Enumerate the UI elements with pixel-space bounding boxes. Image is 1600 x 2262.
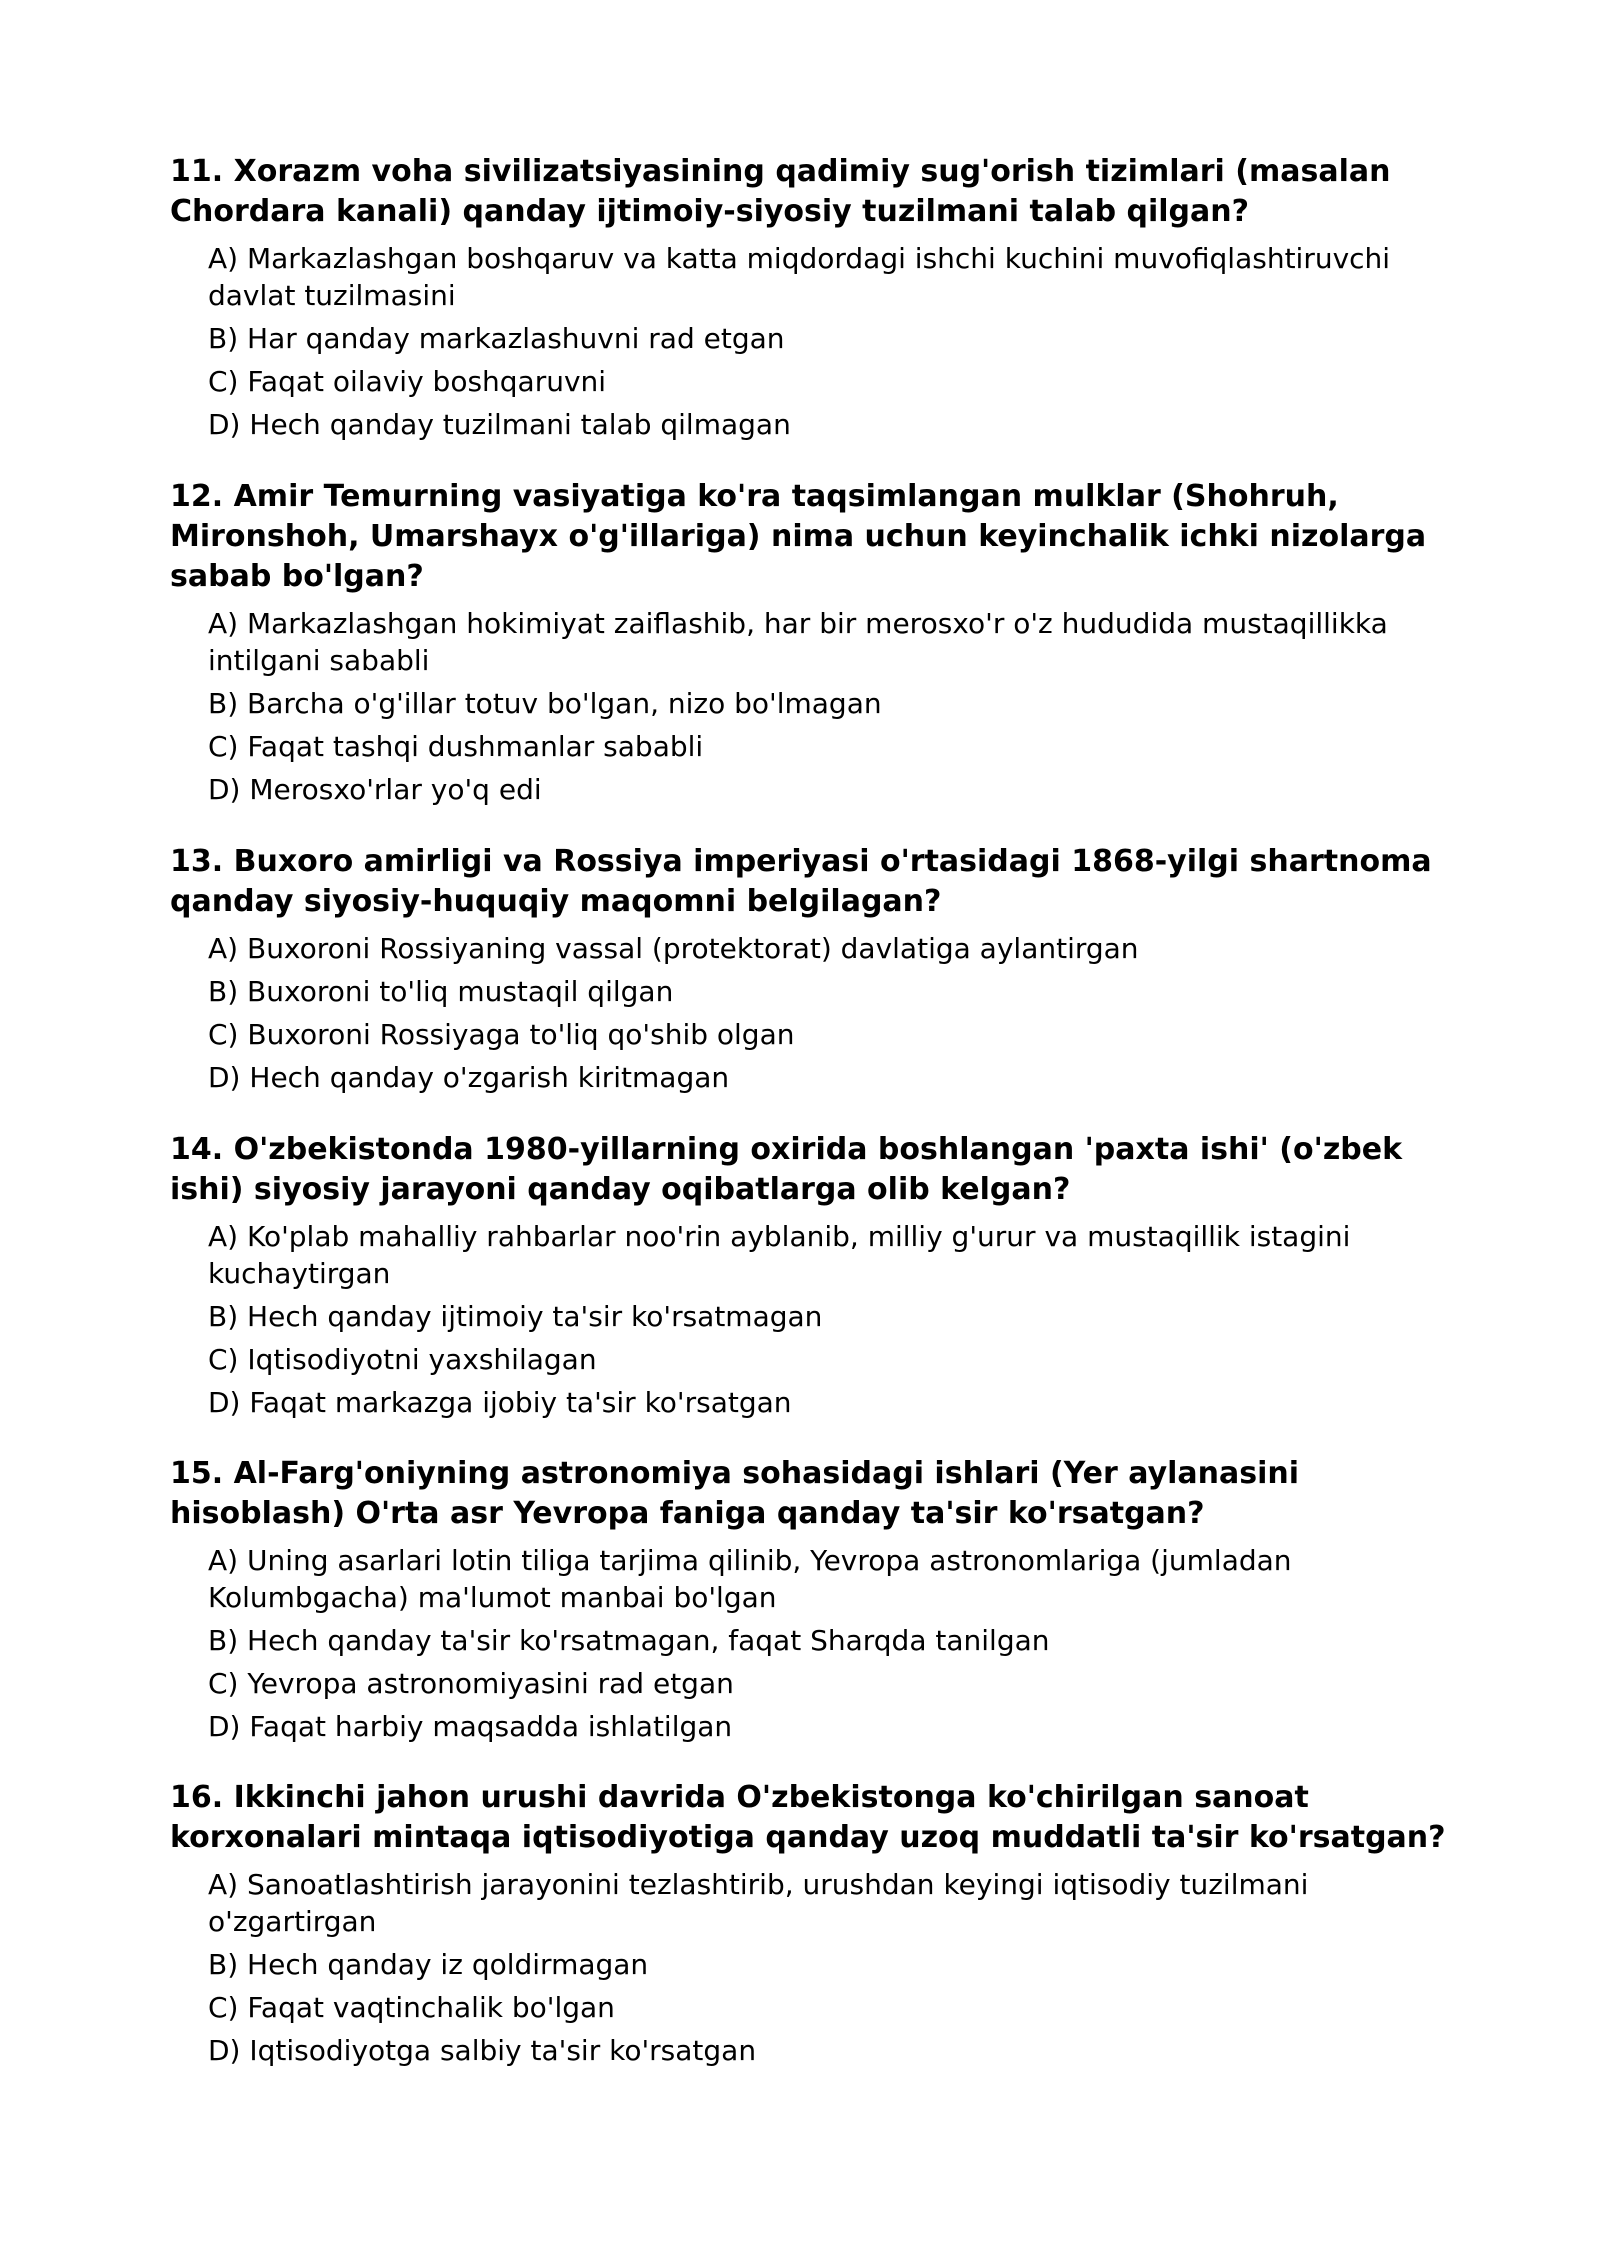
option-d: D) Merosxo'rlar yo'q edi [208,773,542,806]
answer-options [208,605,1470,808]
question-text: 15. Al-Farg'oniyning astronomiya sohasidagi ishlari (Yer aylanasini hisoblash) O'rta asr Yevropa faniga qanday ta'sir ko'rsatgan? [170,1456,1300,1531]
option-d: D) Hech qanday tuzilmani talab qilmagan [208,408,791,441]
question-text: 16. Ikkinchi jahon urushi davrida O'zbekistonga ko'chirilgan sanoat korxonalari mintaqa iqtisodiyotiga qanday uzoq muddatli ta'sir ko'rsatgan? [170,1780,1446,1855]
option-d: D) Iqtisodiyotga salbiy ta'sir ko'rsatgan [208,2034,757,2067]
question-text: 12. Amir Temurning vasiyatiga ko'ra taqsimlangan mulklar (Shohruh, Mironshoh, Umarshayx o'g'illariga) nima uchun keyinchalik ichki nizolarga sabab bo'lgan? [170,479,1427,594]
option-d: D) Faqat markazga ijobiy ta'sir ko'rsatgan [208,1386,792,1419]
option-a: A) Uning asarlari lotin tiliga tarjima qilinib, Yevropa astronomlariga (jumladan Kolumbgacha) ma'lumot manbai bo'lgan [208,1544,1292,1614]
question-text: 11. Xorazm voha sivilizatsiyasining qadimiy sug'orish tizimlari (masalan Chordara kanali) qanday ijtimoiy-siyosiy tuzilmani talab qilgan? [170,154,1391,229]
question-13 [170,842,1470,1102]
question-16 [170,1778,1470,2075]
question-15 [170,1454,1470,1751]
option-a: A) Markazlashgan boshqaruv va katta miqdordagi ishchi kuchini muvofiqlashtiruvchi davlat tuzilmasini [208,242,1391,312]
question-text: 14. O'zbekistonda 1980-yillarning oxirida boshlangan 'paxta ishi' (o'zbek ishi) siyosiy jarayoni qanday oqibatlarga olib kelgan? [170,1132,1403,1207]
option-c: C) Faqat oilaviy boshqaruvni [208,365,607,398]
answer-options [208,1542,1470,1745]
option-a: A) Sanoatlashtirish jarayonini tezlashtirib, urushdan keyingi iqtisodiy tuzilmani o'zgartirgan [208,1868,1309,1938]
option-a: A) Markazlashgan hokimiyat zaiflashib, har bir merosxo'r o'z hududida mustaqillikka intilgani sababli [208,607,1388,677]
option-a: A) Ko'plab mahalliy rahbarlar noo'rin ayblanib, milliy g'urur va mustaqillik istagini kuchaytirgan [208,1220,1351,1290]
answer-options [208,240,1470,443]
answer-options [208,930,1470,1096]
option-b: B) Hech qanday iz qoldirmagan [208,1948,649,1981]
answer-options [208,1866,1470,2069]
option-b: B) Har qanday markazlashuvni rad etgan [208,322,785,355]
question-11 [170,152,1470,449]
option-d: D) Hech qanday o'zgarish kiritmagan [208,1061,730,1094]
option-c: C) Buxoroni Rossiyaga to'liq qo'shib olgan [208,1018,795,1051]
option-b: B) Barcha o'g'illar totuv bo'lgan, nizo bo'lmagan [208,687,882,720]
question-12 [170,477,1470,814]
option-c: C) Faqat vaqtinchalik bo'lgan [208,1991,615,2024]
option-d: D) Faqat harbiy maqsadda ishlatilgan [208,1710,733,1743]
option-b: B) Hech qanday ta'sir ko'rsatmagan, faqat Sharqda tanilgan [208,1624,1050,1657]
option-c: C) Yevropa astronomiyasini rad etgan [208,1667,734,1700]
option-b: B) Hech qanday ijtimoiy ta'sir ko'rsatmagan [208,1300,823,1333]
question-text: 13. Buxoro amirligi va Rossiya imperiyasi o'rtasidagi 1868-yilgi shartnoma qanday siyosiy-huquqiy maqomni belgilagan? [170,844,1432,919]
option-b: B) Buxoroni to'liq mustaqil qilgan [208,975,674,1008]
question-14 [170,1130,1470,1427]
option-c: C) Faqat tashqi dushmanlar sababli [208,730,704,763]
answer-options [208,1218,1470,1421]
option-a: A) Buxoroni Rossiyaning vassal (protektorat) davlatiga aylantirgan [208,932,1139,965]
option-c: C) Iqtisodiyotni yaxshilagan [208,1343,597,1376]
